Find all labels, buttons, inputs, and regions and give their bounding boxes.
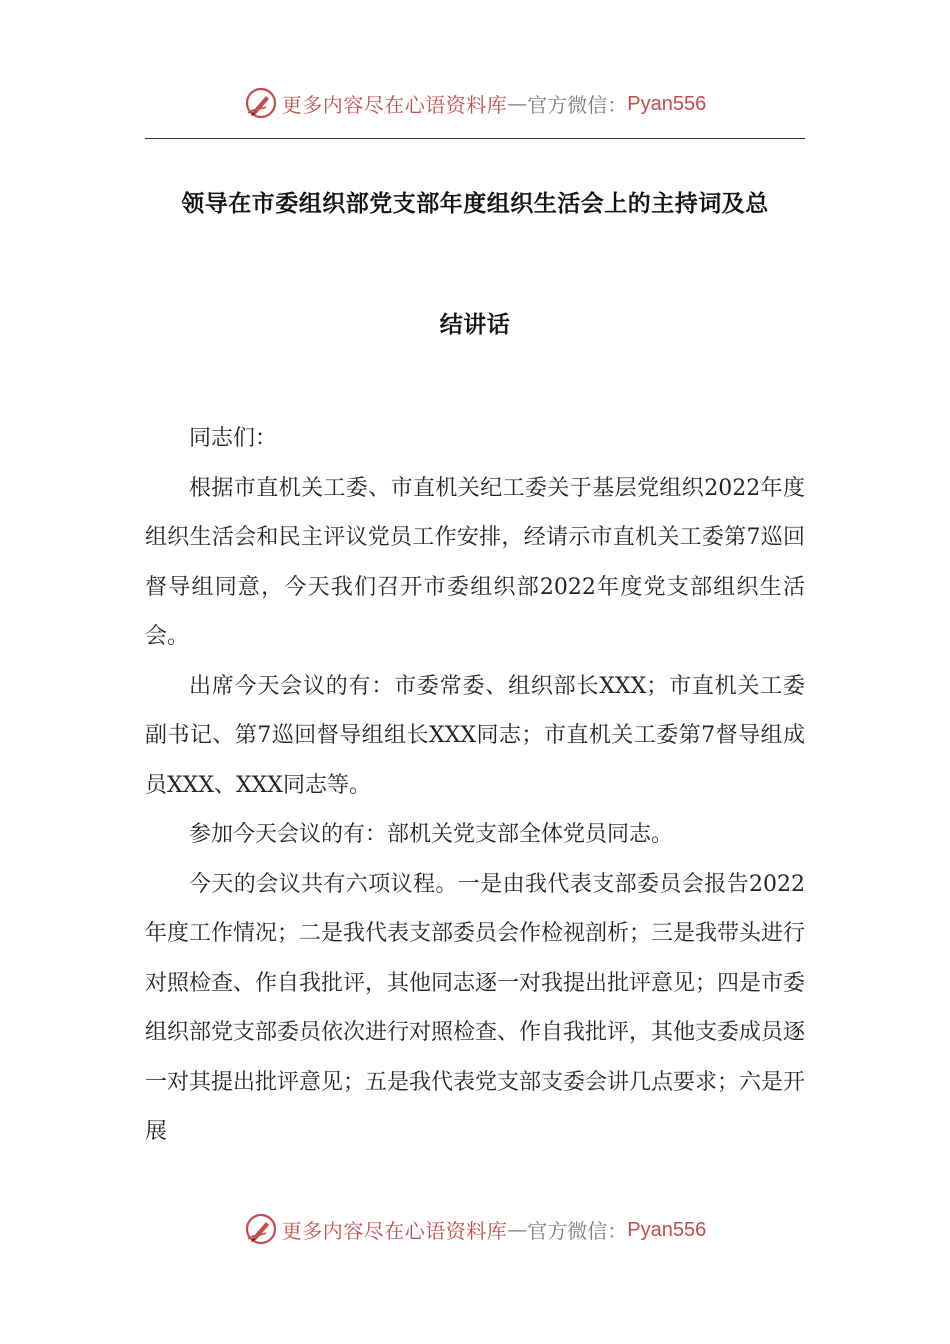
header-divider	[145, 138, 805, 139]
salutation: 同志们：	[189, 426, 278, 451]
header-banner	[0, 83, 950, 123]
document-body	[145, 414, 805, 1157]
brand-text: 更多内容尽在心语资料库	[281, 92, 508, 117]
body-paragraph: 今天的会议共有六项议程。一是由我代表支部委员会报告2022年度工作情况；二是我代表支部委员会作检视剖析；三是我带头进行对照检查、作自我批评，其他同志逐一对我提出批评意见；四是市委组织部党支部委员依次进行对照检查、作自我批评，其他支委成员逐一对其提出批评意见；五是我代表党支部支委会讲几点要求；六是开展	[145, 871, 806, 1144]
wechat-account-wrap	[627, 91, 706, 116]
body-paragraph: 出席今天会议的有：市委常委、组织部长XXX；市直机关工委副书记、第7巡回督导组组长XXX同志；市直机关工委第7督导组成员XXX、XXX同志等。	[145, 673, 805, 798]
wechat-label: 官方微信：	[527, 1218, 628, 1243]
banner-dash: —	[507, 91, 528, 115]
footer-banner	[0, 1209, 950, 1249]
wechat-account: Pyan556	[627, 1218, 707, 1241]
pen-logo-icon	[244, 1212, 278, 1246]
wechat-account: Pyan556	[627, 92, 707, 115]
document-title-line-2: 结讲话	[439, 312, 511, 338]
document-title-line-1: 领导在市委组织部党支部年度组织生活会上的主持词及总	[181, 191, 769, 217]
pen-logo-icon	[244, 86, 278, 120]
body-paragraph: 根据市直机关工委、市直机关纪工委关于基层党组织2022年度组织生活会和民主评议党员工作安排，经请示市直机关工委第7巡回督导组同意，今天我们召开市委组织部2022年度党支部组织生活会。	[145, 475, 805, 649]
wechat-label: 官方微信：	[527, 92, 628, 117]
body-paragraph: 参加今天会议的有：部机关党支部全体党员同志。	[189, 822, 674, 847]
banner-dash: —	[507, 1217, 528, 1241]
wechat-account-wrap	[627, 1217, 706, 1242]
brand-text: 更多内容尽在心语资料库	[281, 1218, 508, 1243]
